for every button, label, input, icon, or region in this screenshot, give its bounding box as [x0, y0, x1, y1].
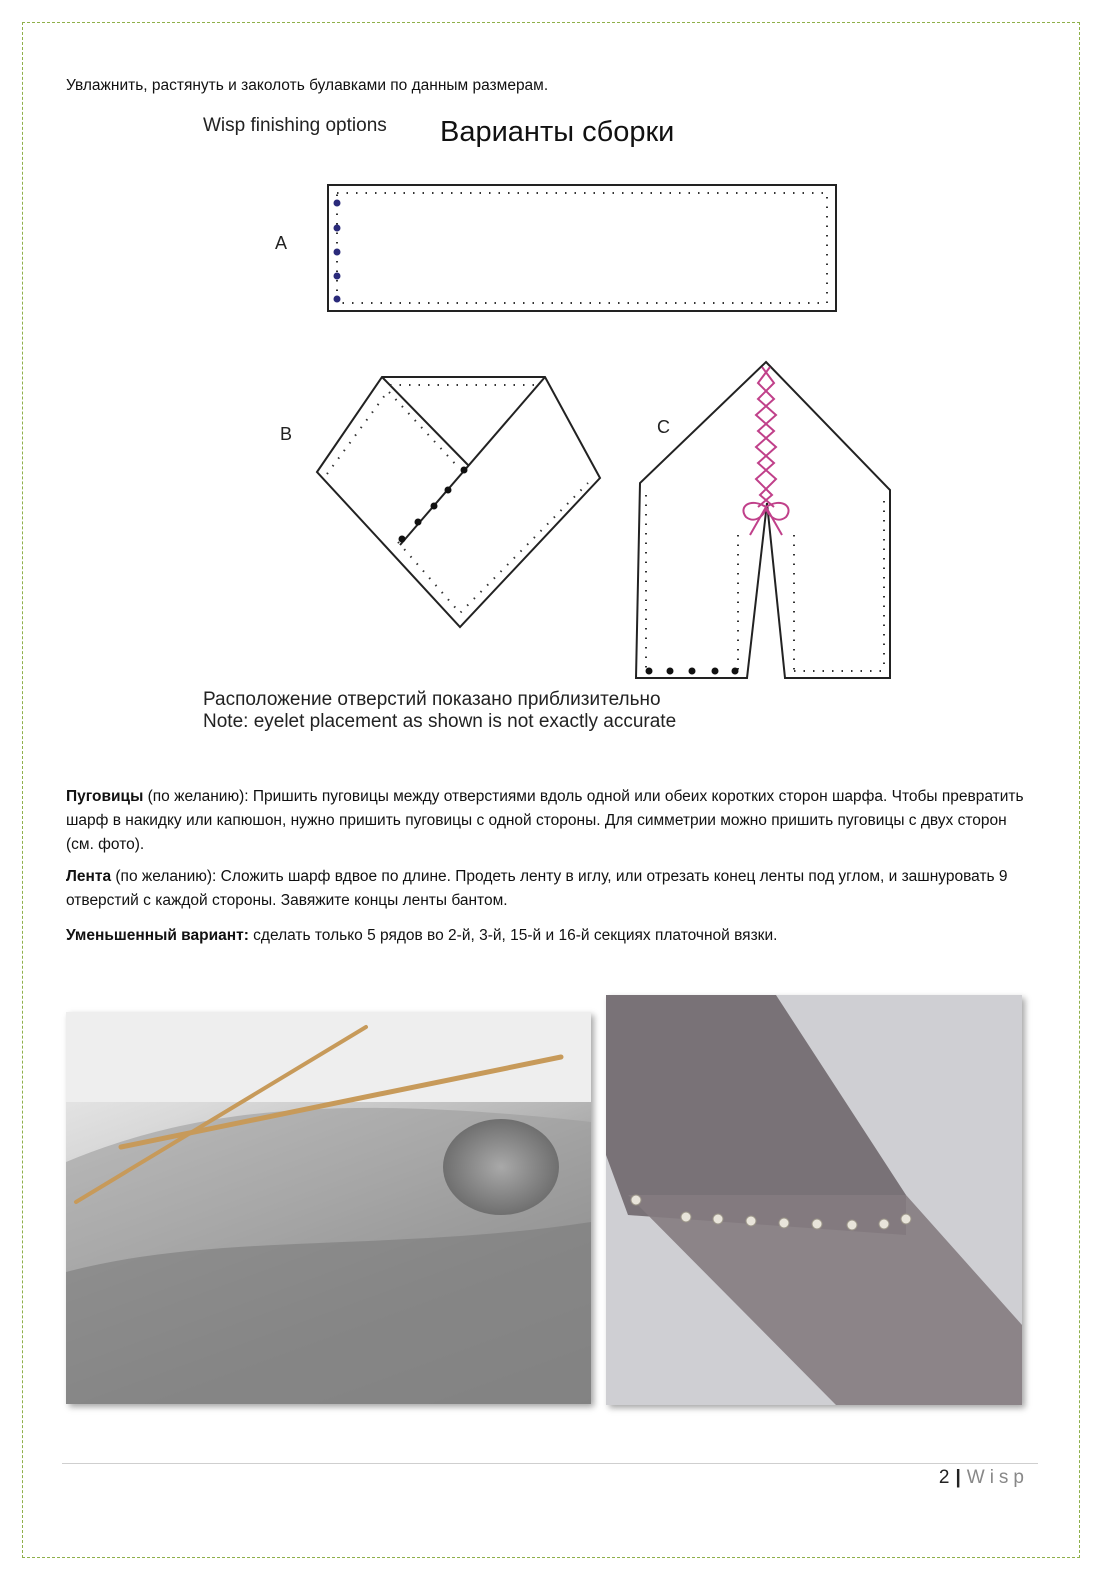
footer-doc-title: Wisp — [966, 1467, 1029, 1488]
page-footer — [939, 1467, 1029, 1489]
photo-knitting-in-progress — [66, 1012, 591, 1404]
note-ru: Расположение отверстий показано приблизительно — [203, 689, 661, 710]
small-version-label: Уменьшенный вариант: — [66, 927, 249, 944]
option-c-ribbon — [743, 367, 788, 535]
small-version-text: сделать только 5 рядов во 2-й, 3-й, 15-й и 16-й секциях платочной вязки. — [248, 927, 778, 944]
option-a-rectangle — [328, 185, 836, 311]
note-en: Note: eyelet placement as shown is not exactly accurate — [203, 711, 677, 732]
label-c: C — [657, 417, 670, 437]
label-b: B — [280, 424, 293, 444]
ribbon-paragraph — [66, 865, 1026, 913]
ribbon-label: Лента — [66, 868, 112, 885]
ribbon-text: (по желанию): Сложить шарф вдвое по длине. Продеть ленту в иглу, или отрезать конец ленты под углом, и зашнуровать 9 отверстий с каждой стороны. Завяжите концы ленты бантом. — [66, 868, 1008, 909]
footer-separator: | — [955, 1467, 961, 1488]
option-b-shape — [317, 377, 600, 627]
option-c-buttons — [646, 668, 739, 675]
buttons-label: Пуговицы — [66, 788, 144, 805]
intro-text: Увлажнить, растянуть и заколоть булавками по данным размерам. — [66, 77, 549, 94]
small-version-paragraph — [66, 924, 1026, 948]
photo-scarf-with-buttons — [606, 995, 1022, 1405]
footer-rule — [62, 1463, 1038, 1464]
buttons-paragraph — [66, 785, 1026, 857]
finishing-diagram — [190, 105, 910, 745]
diagram-subtitle-en: Wisp finishing options — [203, 115, 387, 136]
page-number: 2 — [938, 1467, 950, 1488]
label-a: A — [275, 233, 288, 253]
diagram-title: Варианты сборки — [440, 116, 675, 148]
buttons-text: (по желанию): Пришить пуговицы между отверстиями вдоль одной или обеих коротких сторон шарфа. Чтобы превратить шарф в накидку или капюшон, нужно пришить пуговицы с одной стороны. Для симметрии можно пришить пуговицы с двух сторон (см. фото). — [66, 788, 1024, 853]
option-a-eyelets — [337, 193, 827, 303]
